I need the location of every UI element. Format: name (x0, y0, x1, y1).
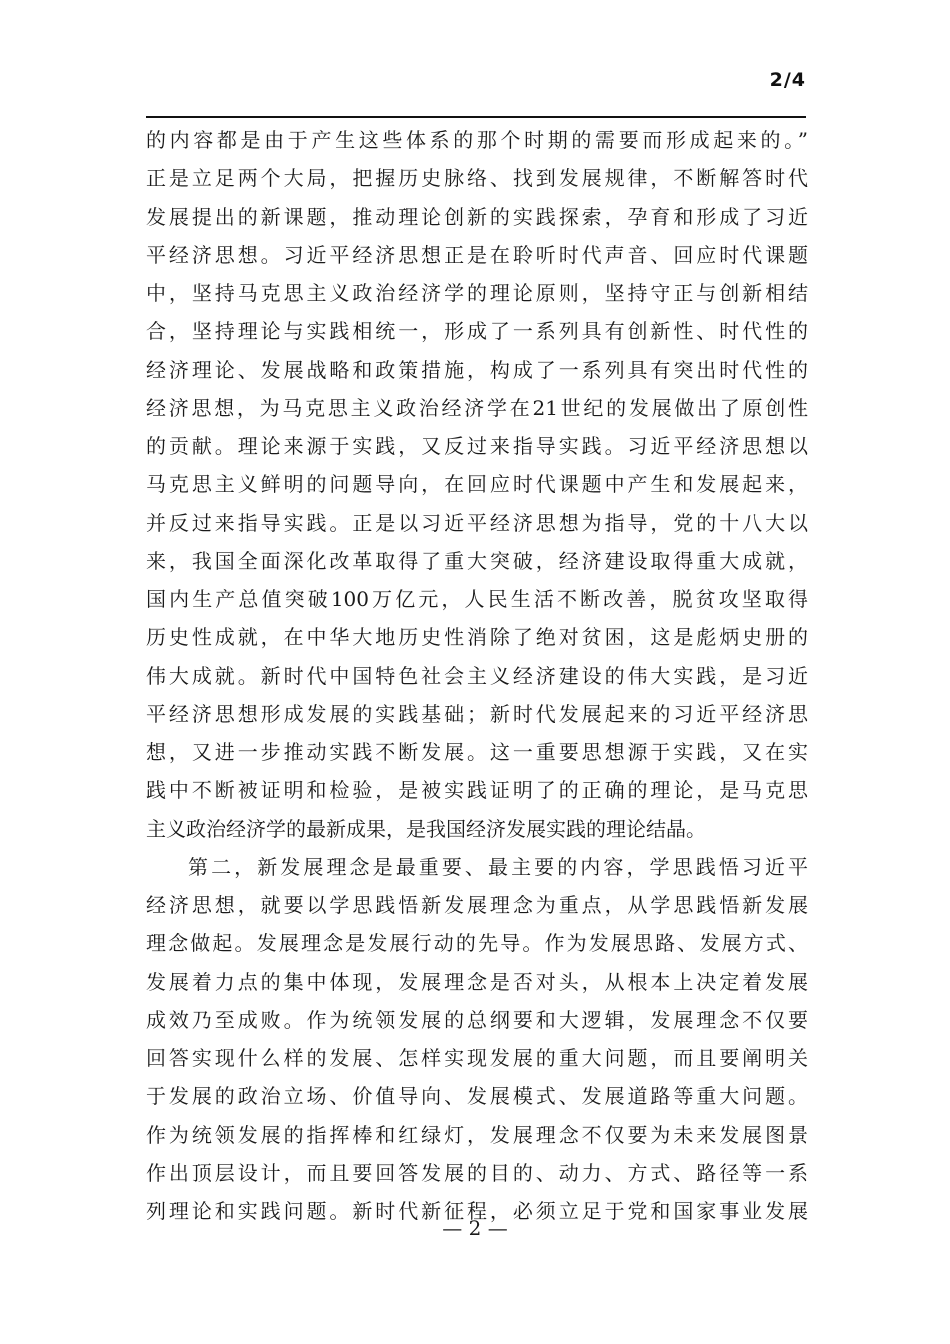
text-line: 历史性成就，在中华大地历史性消除了绝对贫困，这是彪炳史册的 (146, 625, 808, 650)
text-line: 回答实现什么样的发展、怎样实现发展的重大问题，而且要阐明关 (146, 1046, 808, 1070)
body-text (146, 121, 808, 1230)
text-line: 经济思想，就要以学思践悟新发展理念为重点，从学思践悟新发展 (146, 893, 808, 917)
text-line: 的贡献。理论来源于实践，又反过来指导实践。习近平经济思想以 (146, 434, 808, 458)
text-line: 经济思想，为马克思主义政治经济学在21世纪的发展做出了原创性 (146, 395, 808, 420)
text-line: 成效乃至成败。作为统领发展的总纲要和大逻辑，发展理念不仅要 (146, 1007, 808, 1032)
text-line: 马克思主义鲜明的问题导向，在回应时代课题中产生和发展起来， (146, 472, 808, 497)
text-line: 发展着力点的集中体现，发展理念是否对头，从根本上决定着发展 (146, 969, 808, 994)
text-line: 平经济思想。习近平经济思想正是在聆听时代声音、回应时代课题 (146, 242, 808, 267)
text-line: 作出顶层设计，而且要回答发展的目的、动力、方式、路径等一系 (146, 1160, 808, 1185)
text-line-paragraph-start: 第二，新发展理念是最重要、最主要的内容，学思践悟习近平 (188, 854, 808, 879)
text-line: 于发展的政治立场、价值导向、发展模式、发展道路等重大问题。 (146, 1084, 808, 1109)
text-line: 正是立足两个大局，把握历史脉络、找到发展规律，不断解答时代 (146, 166, 808, 191)
text-line: 的内容都是由于产生这些体系的那个时期的需要而形成起来的。” (146, 128, 808, 152)
text-line: 平经济思想形成发展的实践基础；新时代发展起来的习近平经济思 (146, 701, 808, 726)
text-line: 发展提出的新课题，推动理论创新的实践探索，孕育和形成了习近 (146, 204, 808, 229)
text-line: 国内生产总值突破100万亿元，人民生活不断改善，脱贫攻坚取得 (146, 587, 808, 611)
text-line: 中，坚持马克思主义政治经济学的理论原则，坚持守正与创新相结 (146, 281, 808, 305)
text-line: 并反过来指导实践。正是以习近平经济思想为指导，党的十八大以 (146, 510, 808, 535)
text-line: 践中不断被证明和检验，是被实践证明了的正确的理论，是马克思 (146, 778, 808, 803)
page-header (146, 60, 806, 118)
text-line: 伟大成就。新时代中国特色社会主义经济建设的伟大实践，是习近 (146, 663, 808, 688)
text-line-paragraph-end: 主义政治经济学的最新成果，是我国经济发展实践的理论结晶。 (146, 816, 706, 841)
text-line: 想，又进一步推动实践不断发展。这一重要思想源于实践，又在实 (146, 740, 808, 764)
page-number-footer: — 2 — (442, 1216, 508, 1240)
text-line: 列理论和实践问题。新时代新征程，必须立足于党和国家事业发展 (146, 1199, 808, 1223)
text-line: 理念做起。发展理念是发展行动的先导。作为发展思路、发展方式、 (146, 931, 808, 956)
text-line: 作为统领发展的指挥棒和红绿灯，发展理念不仅要为未来发展图景 (146, 1122, 808, 1147)
text-line: 合，坚持理论与实践相统一，形成了一系列具有创新性、时代性的 (146, 319, 808, 344)
text-line: 经济理论、发展战略和政策措施，构成了一系列具有突出时代性的 (146, 357, 808, 382)
text-line: 来，我国全面深化改革取得了重大突破，经济建设取得重大成就， (146, 548, 808, 573)
page-counter: 2/4 (769, 69, 806, 91)
